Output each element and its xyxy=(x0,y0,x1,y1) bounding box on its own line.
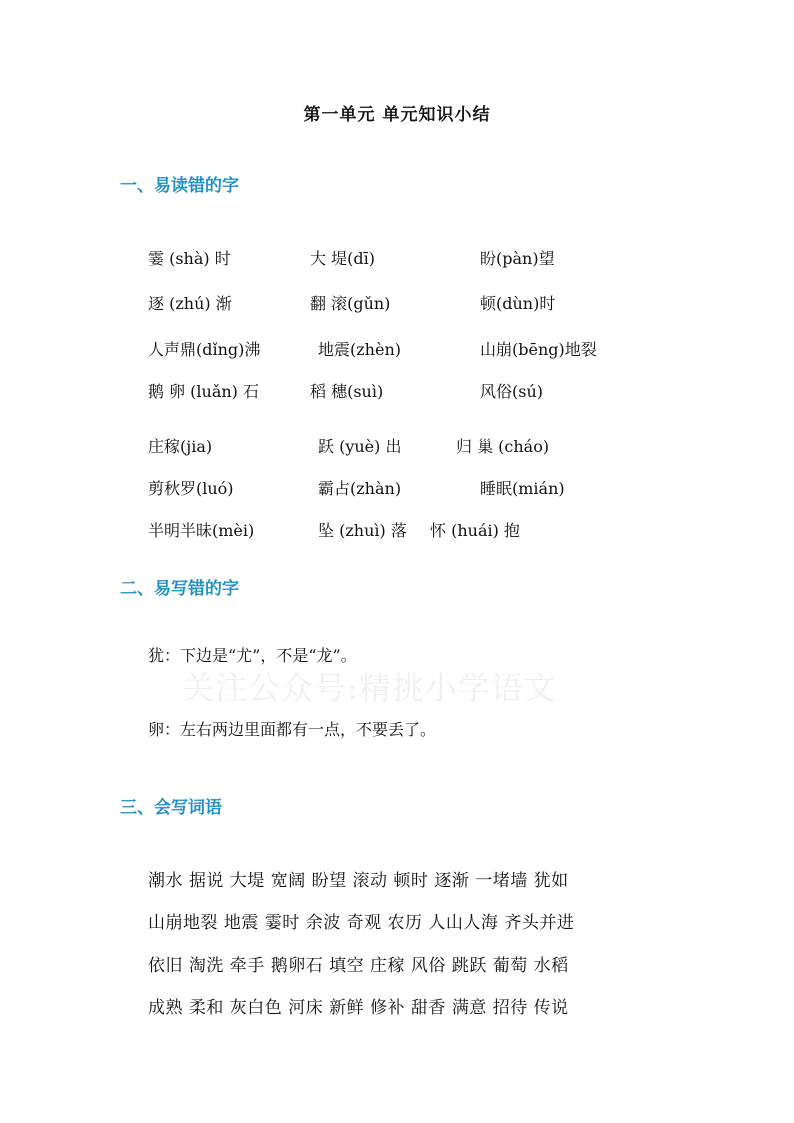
page-title: 第一单元 单元知识小结 xyxy=(303,105,491,125)
word-cell: 顿(dùn)时 xyxy=(480,294,556,313)
word-cell: 人声鼎(dǐng)沸 xyxy=(148,340,261,359)
word-cell: 跃 (yuè) 出 xyxy=(318,437,402,456)
word-cell: 霸占(zhàn) xyxy=(318,479,402,498)
word-cell: 庄稼(jia) xyxy=(148,437,213,456)
word-cell: 霎 (shà) 时 xyxy=(148,249,231,268)
note-line: 卵：左右两边里面都有一点，不要丢了。 xyxy=(148,720,437,739)
vocab-line: 潮水 据说 大堤 宽阔 盼望 滚动 顿时 逐渐 一堵墙 犹如 xyxy=(148,871,569,891)
vocab-line: 依旧 淘洗 牵手 鹅卵石 填空 庄稼 风俗 跳跃 葡萄 水稻 xyxy=(148,956,569,976)
vocab-line: 成熟 柔和 灰白色 河床 新鲜 修补 甜香 满意 招待 传说 xyxy=(148,998,569,1018)
note-line: 犹：下边是“尤”，不是“龙”。 xyxy=(148,646,357,665)
word-cell: 半明半昧(mèi) xyxy=(148,521,255,540)
word-cell: 怀 (huái) 抱 xyxy=(430,521,520,540)
section-heading-easy-miswrite: 二、易写错的字 xyxy=(120,579,239,599)
word-cell: 逐 (zhú) 渐 xyxy=(148,294,232,313)
word-cell: 睡眠(mián) xyxy=(480,479,565,498)
word-cell: 坠 (zhuì) 落 xyxy=(318,521,407,540)
word-cell: 大 堤(dī) xyxy=(310,249,375,268)
word-cell: 山崩(bēng)地裂 xyxy=(480,340,597,359)
word-cell: 风俗(sú) xyxy=(480,382,544,401)
section-heading-easy-misread: 一、易读错的字 xyxy=(120,176,239,196)
word-cell: 稻 穗(suì) xyxy=(310,382,384,401)
section-heading-vocabulary: 三、会写词语 xyxy=(120,798,222,818)
word-cell: 盼(pàn)望 xyxy=(480,249,555,268)
vocab-line: 山崩地裂 地震 霎时 余波 奇观 农历 人山人海 齐头并进 xyxy=(148,913,575,933)
word-cell: 地震(zhèn) xyxy=(318,340,401,359)
word-cell: 鹅 卵 (luǎn) 石 xyxy=(148,382,260,401)
word-cell: 翻 滚(gǔn) xyxy=(310,294,391,313)
watermark: 关注公众号:精挑小学语文 xyxy=(182,669,557,707)
word-cell: 剪秋罗(luó) xyxy=(148,479,234,498)
word-cell: 归 巢 (cháo) xyxy=(456,437,550,456)
